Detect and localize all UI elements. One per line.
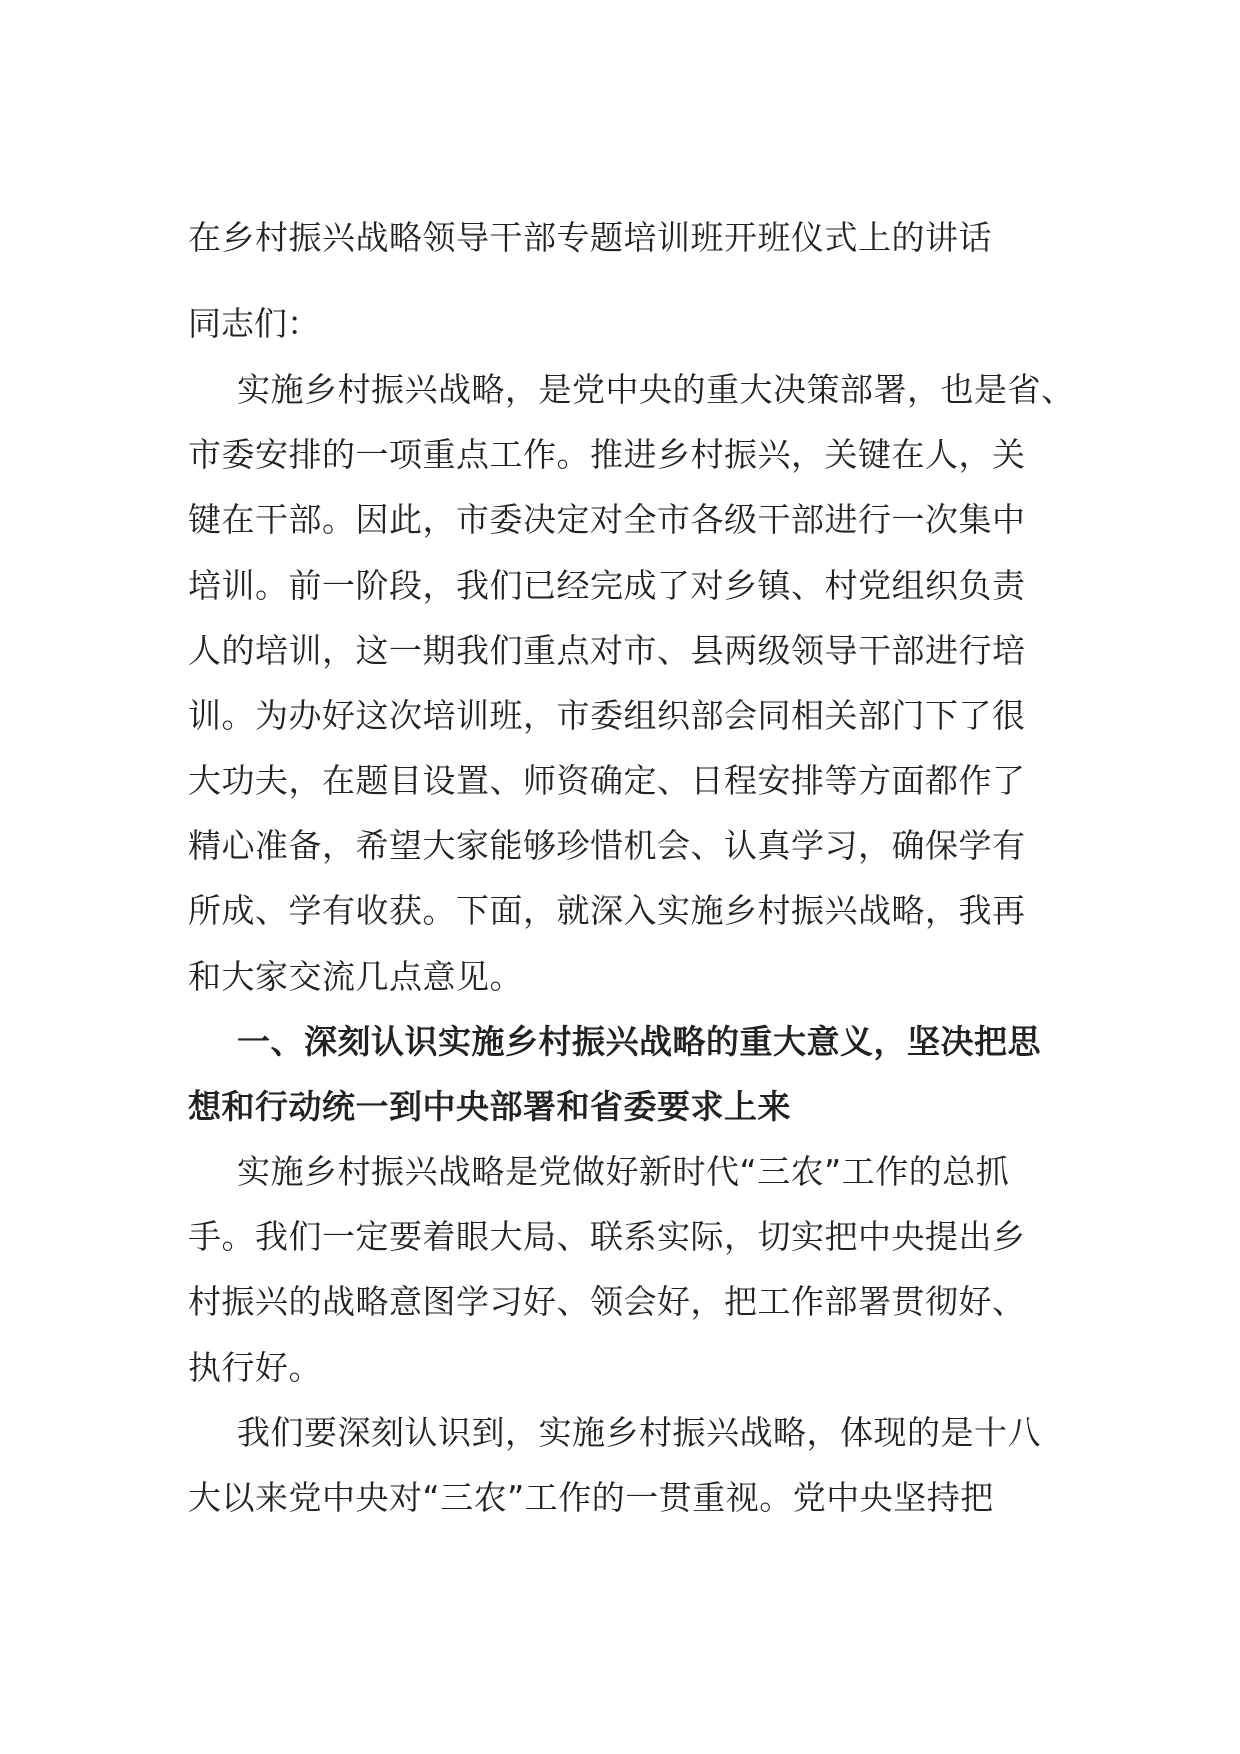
paragraph-3-line: 大以来党中央对“三农”工作的一贯重视。党中央坚持把 — [188, 1478, 994, 1517]
paragraph-2-line: 实施乡村振兴战略是党做好新时代“三农”工作的总抓 — [237, 1152, 1010, 1191]
paragraph-1-line: 精心准备，希望大家能够珍惜机会、认真学习，确保学有 — [188, 826, 1026, 865]
paragraph-2-line: 村振兴的战略意图学习好、领会好，把工作部署贯彻好、 — [188, 1282, 1026, 1321]
paragraph-2-line: 手。我们一定要着眼大局、联系实际，切实把中央提出乡 — [188, 1217, 1026, 1256]
paragraph-3-line: 我们要深刻认识到，实施乡村振兴战略，体现的是十八 — [237, 1413, 1041, 1452]
salutation: 同志们： — [188, 304, 320, 343]
paragraph-1-line: 培训。前一阶段，我们已经完成了对乡镇、村党组织负责 — [188, 566, 1026, 605]
paragraph-1-line: 训。为办好这次培训班，市委组织部会同相关部门下了很 — [188, 696, 1026, 735]
paragraph-1-line: 所成、学有收获。下面，就深入实施乡村振兴战略，我再 — [188, 891, 1026, 930]
paragraph-1-line: 键在干部。因此，市委决定对全市各级干部进行一次集中 — [188, 500, 1026, 539]
section-heading-1-line: 一、深刻认识实施乡村振兴战略的重大意义，坚决把思 — [237, 1022, 1041, 1061]
paragraph-1-line: 和大家交流几点意见。 — [188, 957, 523, 996]
paragraph-1-line: 大功夫，在题目设置、师资确定、日程安排等方面都作了 — [188, 761, 1026, 800]
document-title: 在乡村振兴战略领导干部专题培训班开班仪式上的讲话 — [188, 218, 992, 257]
paragraph-2-line: 执行好。 — [188, 1348, 322, 1387]
paragraph-1-line: 实施乡村振兴战略，是党中央的重大决策部署，也是省、 — [237, 370, 1075, 409]
paragraph-1-line: 市委安排的一项重点工作。推进乡村振兴，关键在人，关 — [188, 435, 1026, 474]
section-heading-1-line: 想和行动统一到中央部署和省委要求上来 — [188, 1087, 791, 1126]
paragraph-1-line: 人的培训，这一期我们重点对市、县两级领导干部进行培 — [188, 631, 1026, 670]
